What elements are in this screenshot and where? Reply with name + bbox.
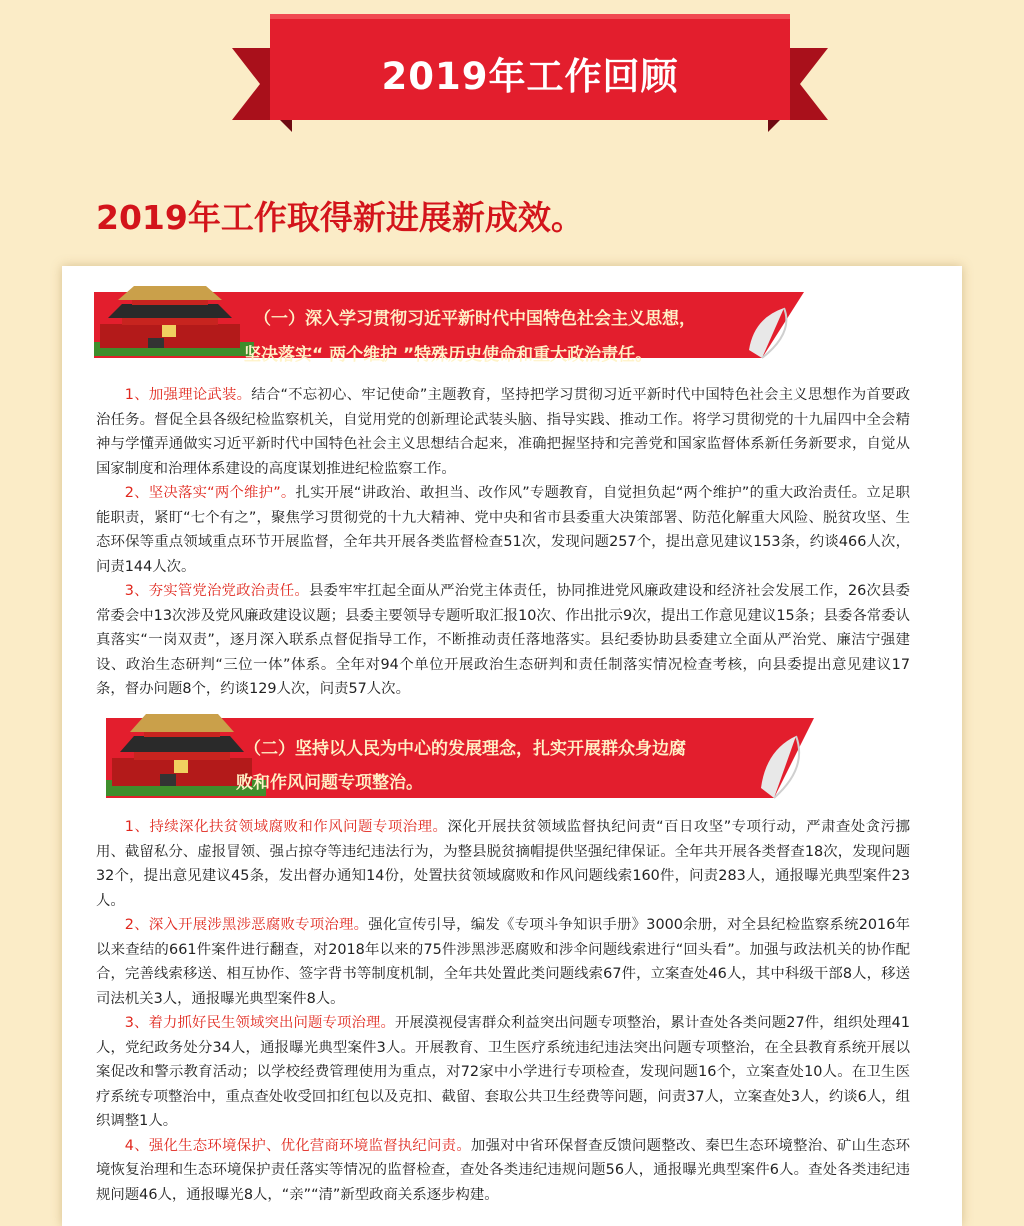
section-banner-1	[94, 278, 810, 374]
paragraph	[96, 481, 910, 579]
paragraph-title: 2、深入开展涉黑涉恶腐败专项治理。	[124, 917, 369, 933]
section-2-title-line-1: （二）坚持以人民为中心的发展理念，扎实开展群众身边腐	[244, 739, 686, 759]
section-banner-2	[106, 700, 822, 796]
top-ribbon-banner	[230, 8, 830, 138]
paragraph	[96, 383, 910, 481]
paragraph-title: 3、夯实管党治党政治责任。	[124, 583, 309, 599]
paragraph-text: 深化开展扶贫领域监督执纪问责“百日攻坚”专项行动，严肃查处贪污挪用、截留私分、虚报冒领、强占掠夺等违纪违法行为，为整县脱贫摘帽提供坚强纪律保证。全年共开展各类督查18次，发现问题32个，提出意见建议45条，发出督办通知14份，处置扶贫领域腐败和作风问题线索160件，问责283人，通报曝光典型案件23人。	[96, 819, 910, 909]
paragraph-text: 强化宣传引导，编发《专项斗争知识手册》3000余册，对全县纪检监察系统2016年以来查结的661件案件进行翻查，对2018年以来的75件涉黑涉恶腐败和涉伞问题线索进行“回头看”。加强与政法机关的协作配合，完善线索移送、相互协作、签字背书等制度机制，全年共处置此类问题线索67件，立案查处46人，其中科级干部8人，移送司法机关3人，通报曝光典型案件8人。	[96, 917, 910, 1007]
paragraph	[96, 579, 910, 702]
page-headline: 2019年工作取得新进展新成效。	[96, 198, 584, 237]
paragraph-text: 开展漠视侵害群众利益突出问题专项整治，累计查处各类问题27件，组织处理41人，党纪政务处分34人，通报曝光典型案件3人。开展教育、卫生医疗系统违纪违法突出问题专项整治，在全县教育系统开展以案促改和警示教育活动；以学校经费管理使用为重点，对72家中小学进行专项检查，发现问题16个，立案查处10人。在卫生医疗系统专项整治中，重点查处收受回扣红包以及克扣、截留、套取公共卫生经费等问题，问责37人，立案查处3人，约谈6人，组织调整1人。	[96, 1015, 910, 1129]
paragraph	[96, 815, 910, 913]
section-1-title-line-1: （一）深入学习贯彻习近平新时代中国特色社会主义思想，	[254, 309, 696, 329]
section-1-body	[96, 383, 910, 702]
paragraph	[96, 1134, 910, 1208]
paragraph	[96, 913, 910, 1011]
section-1-title-line-2: 坚决落实“ 两个维护 ”特殊历史使命和重大政治责任。	[244, 345, 653, 365]
paragraph-text: 扎实开展“讲政治、敢担当、改作风”专题教育，自觉担负起“两个维护”的重大政治责任。立足职能职责，紧盯“七个有之”，聚焦学习贯彻党的十九大精神、党中央和省市县委重大决策部署、防范化解重大风险、脱贫攻坚、生态环保等重点领域重点环节开展监督，全年共开展各类监督检查51次，发现问题257个，提出意见建议153条，约谈466人次，问责144人次。	[96, 485, 910, 575]
paragraph-title: 1、加强理论武装。	[124, 387, 252, 403]
paragraph-title: 4、强化生态环境保护、优化营商环境监督执纪问责。	[124, 1137, 471, 1154]
paragraph	[96, 1011, 910, 1134]
paragraph-title: 2、坚决落实“两个维护”。	[124, 485, 296, 501]
banner-title: 2019年工作回顾	[381, 55, 679, 98]
paragraph-title: 3、着力抓好民生领域突出问题专项治理。	[124, 1015, 395, 1031]
section-2-body	[96, 815, 910, 1207]
paragraph-text: 结合“不忘初心、牢记使命”主题教育，坚持把学习贯彻习近平新时代中国特色社会主义思想作为首要政治任务。督促全县各级纪检监察机关，自觉用党的创新理论武装头脑、指导实践、推动工作。将学习贯彻党的十九届四中全会精神与学懂弄通做实习近平新时代中国特色社会主义思想结合起来，准确把握坚持和完善党和国家监督体系新任务新要求，自觉从国家制度和治理体系建设的高度谋划推进纪检监察工作。	[96, 387, 910, 477]
paragraph-text: 加强对中省环保督查反馈问题整改、秦巴生态环境整治、矿山生态环境恢复治理和生态环境保护责任落实等情况的监督检查，查处各类违纪违规问题56人，通报曝光典型案件6人。查处各类违纪违规问题46人，通报曝光8人，“亲”“清”新型政商关系逐步构建。	[96, 1137, 910, 1203]
section-2-title-line-2: 败和作风问题专项整治。	[236, 773, 423, 793]
paragraph-title: 1、持续深化扶贫领域腐败和作风问题专项治理。	[124, 819, 448, 835]
paragraph-text: 县委牢牢扛起全面从严治党主体责任，协同推进党风廉政建设和经济社会发展工作，26次县委常委会中13次涉及党风廉政建设议题；县委主要领导专题听取汇报10次、作出批示9次，提出工作意见建议15条；县委各常委认真落实“一岗双责”，逐月深入联系点督促指导工作，不断推动责任落地落实。县纪委协助县委建立全面从严治党、廉洁宁强建设、政治生态研判“三位一体”体系。全年对94个单位开展政治生态研判和责任制落实情况检查考核，向县委提出意见建议17条，督办问题8个，约谈129人次，问责57人次。	[96, 583, 910, 697]
